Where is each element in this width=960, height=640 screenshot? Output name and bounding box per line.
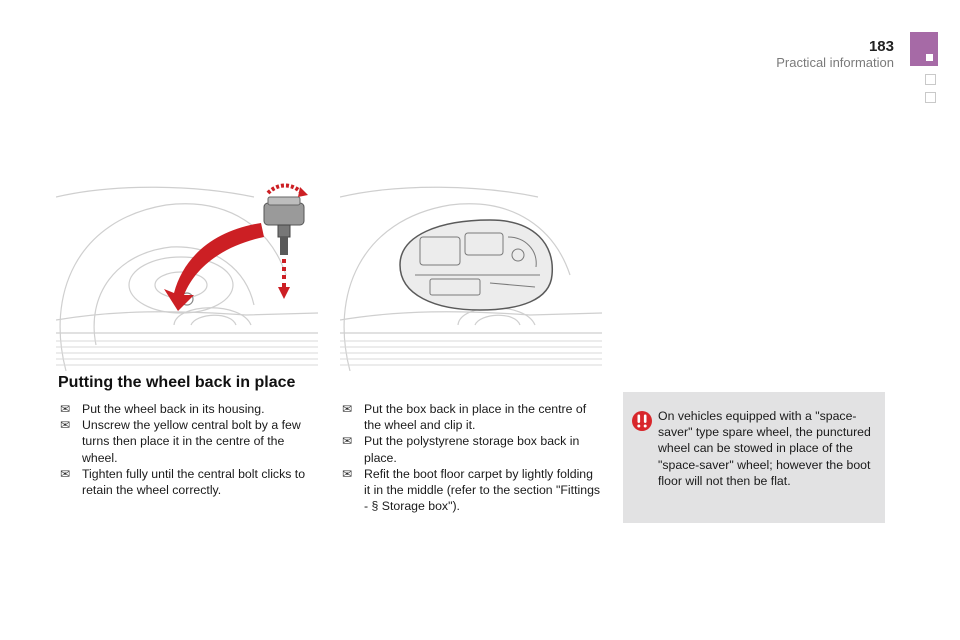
middle-steps-list [342, 401, 602, 514]
wheel-bolt-illustration [56, 175, 318, 371]
list-item: ✉ Tighten fully until the central bolt clicks to retain the wheel correctly. [60, 466, 306, 498]
section-tab-3[interactable] [925, 92, 936, 103]
bullet-arrow-icon: ✉ [342, 402, 353, 416]
list-item: ✉ Put the polystyrene storage box back in place. [342, 434, 580, 465]
section-tab-2[interactable] [925, 74, 936, 85]
bullet-arrow-icon: ✉ [60, 418, 71, 433]
list-item: ✉ Put the box back in place in the centre of the wheel and clip it. [342, 402, 587, 433]
bullet-arrow-icon: ✉ [342, 466, 353, 481]
tab-dot-icon [926, 54, 933, 61]
warning-note [623, 392, 885, 523]
list-item: ✉ Put the wheel back in its housing. [60, 402, 265, 416]
section-tab-active[interactable] [910, 32, 938, 66]
warning-icon [631, 410, 653, 432]
left-steps-list [60, 401, 310, 498]
section-title: Practical information [776, 55, 894, 70]
bullet-arrow-icon: ✉ [342, 434, 353, 449]
section-heading: Putting the wheel back in place [58, 374, 296, 391]
list-item: ✉ Refit the boot floor carpet by lightly folding it in the middle (refer to the section "Fittings - § Storage box"). [342, 466, 601, 514]
list-item: ✉ Unscrew the yellow central bolt by a few turns then place it in the centre of the wheel. [60, 418, 301, 465]
bullet-arrow-icon: ✉ [60, 466, 71, 481]
page-number: 183 [868, 38, 894, 55]
bullet-arrow-icon: ✉ [60, 402, 71, 416]
note-text: On vehicles equipped with a "space-saver" type spare wheel, the punctured wheel can be stowed in place of the "space-saver" wheel; however the boot floor will not then be flat. [658, 409, 871, 488]
storage-box-illustration [340, 175, 602, 371]
